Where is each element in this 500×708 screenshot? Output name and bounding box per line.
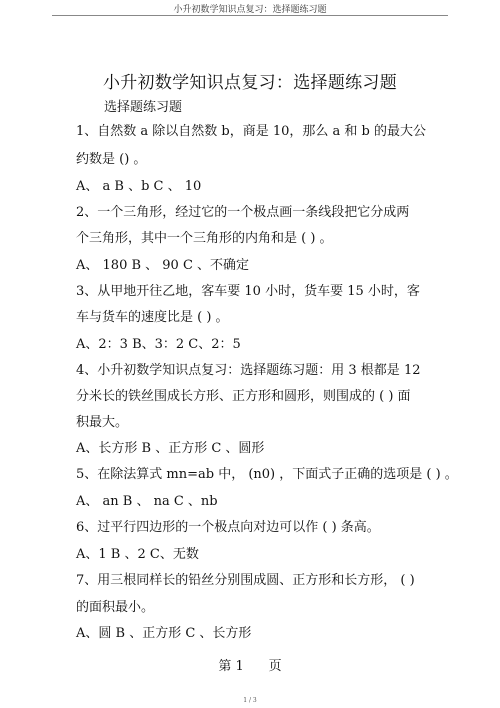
question-1-line-2: 约数是 () 。 (76, 152, 147, 167)
question-4-line-3: 积最大。 (76, 415, 129, 430)
question-7-line-1: 7、用三根同样长的铅丝分别围成圆、正方形和长方形， ( ) (76, 573, 415, 588)
question-2-line-2: 个三角形，其中一个三角形的内角和是 ( ) 。 (76, 231, 333, 246)
question-4-options: A、长方形 B 、正方形 C 、圆形 (76, 441, 265, 456)
question-3-line-1: 3、从甲地开往乙地，客车要 10 小时，货车要 15 小时，客 (76, 284, 420, 299)
question-6-line-1: 6、过平行四边形的一个极点向对边可以作 ( ) 条高。 (76, 520, 380, 535)
question-1-line-1: 1、自然数 a 除以自然数 b，商是 10，那么 a 和 b 的最大公 (76, 124, 427, 139)
question-7-line-2: 的面积最小。 (76, 600, 155, 615)
document-title: 小升初数学知识点复习：选择题练习题 (102, 73, 398, 93)
question-4-line-1: 4、小升初数学知识点复习：选择题练习题：用 3 根都是 12 (76, 363, 421, 378)
section-subtitle: 选择题练习题 (104, 100, 183, 115)
question-1-options: A、 a B 、b C 、 10 (76, 179, 202, 194)
question-7-options: A、圆 B 、正方形 C 、长方形 (76, 626, 252, 641)
page-number: 第 1 页 (218, 659, 282, 674)
question-3-line-2: 车与货车的速度比是 ( ) 。 (76, 310, 229, 325)
question-4-line-2: 分米长的铁丝围成长方形、正方形和圆形，则围成的 ( ) 面 (76, 389, 411, 404)
question-2-options: A、 180 B 、 90 C 、不确定 (76, 258, 250, 273)
question-6-options: A、1 B 、2 C、无数 (76, 547, 199, 562)
question-5-options: A、 an B 、 na C 、nb (76, 494, 218, 509)
question-3-options: A、2：3 B、3：2 C、2：5 (76, 337, 241, 352)
question-5-line-1: 5、在除法算式 mn=ab 中， (n0) ，下面式子正确的选项是 ( ) 。 (76, 467, 458, 482)
question-2-line-1: 2、一个三角形，经过它的一个极点画一条线段把它分成两 (76, 205, 410, 220)
page-counter: 1 / 3 (243, 697, 257, 704)
header-rule (52, 15, 448, 16)
running-header: 小升初数学知识点复习：选择题练习题 (173, 5, 327, 15)
